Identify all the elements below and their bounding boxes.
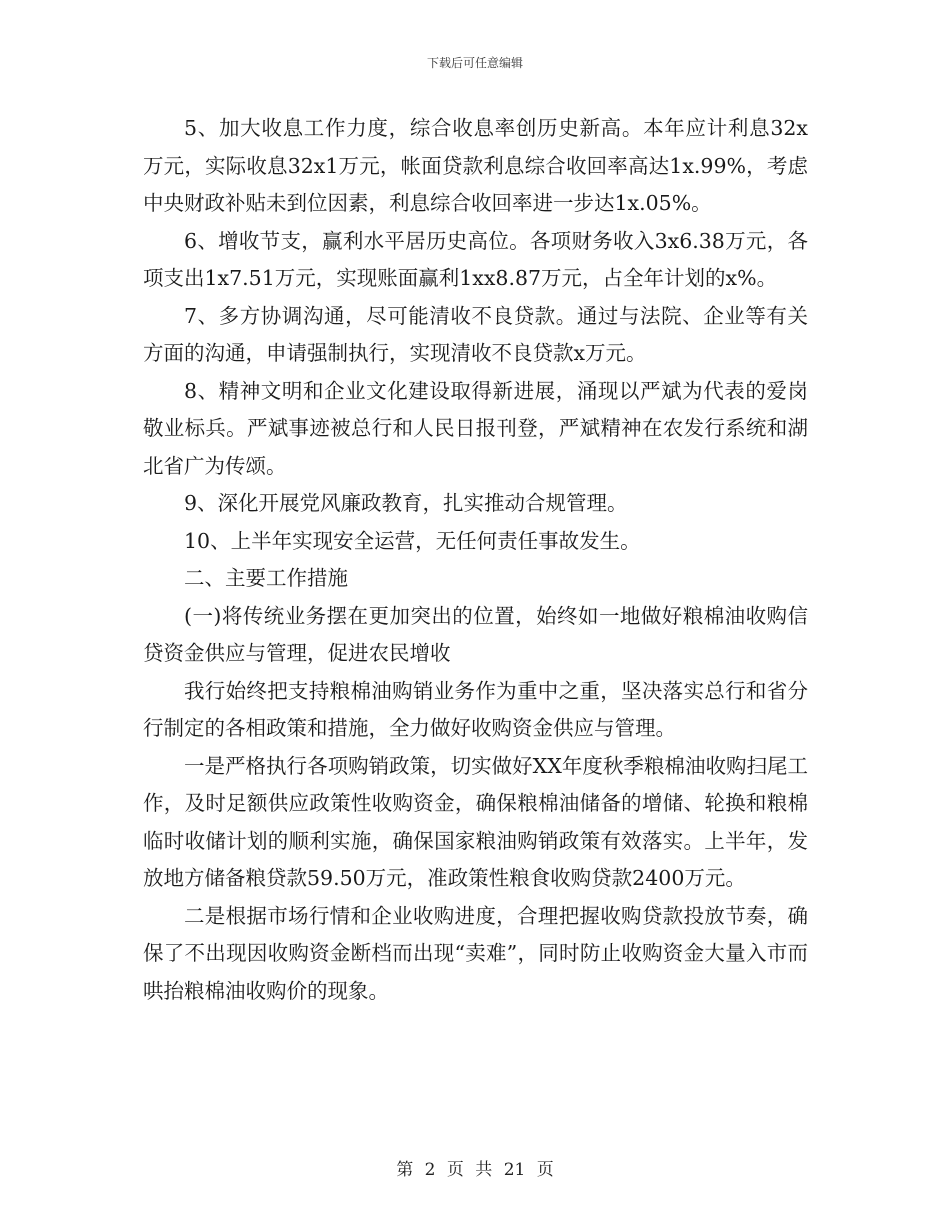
document-body	[143, 110, 808, 1010]
page-header-note: 下载后可任意编辑	[426, 56, 523, 70]
paragraph-point-two: 二是根据市场行情和企业收购进度，合理把握收购贷款投放节奏，确保了不出现因收购资金断档而出现“卖难”，同时防止收购资金大量入市而哄抬粮棉油收购价的现象。	[143, 903, 808, 1003]
paragraph-item-6: 6、增收节支，赢利水平居历史高位。各项财务收入3x6.38万元，各项支出1x7.51万元，实现账面赢利1xx8.87万元，占全年计划的x%。	[143, 228, 808, 290]
paragraph-item-10: 10、上半年实现安全运营，无任何责任事故发生。	[184, 528, 641, 553]
paragraph-item-8: 8、精神文明和企业文化建设取得新进展，涌现以严斌为代表的爱岗敬业标兵。严斌事迹被总行和人民日报刊登，严斌精神在农发行系统和湖北省广为传颂。	[143, 378, 808, 478]
section-heading-main-measures: 二、主要工作措施	[184, 566, 348, 590]
paragraph-intro: 我行始终把支持粮棉油购销业务作为重中之重，坚决落实总行和省分行制定的各相政策和措施，全力做好收购资金供应与管理。	[143, 678, 808, 740]
paragraph-item-9: 9、深化开展党风廉政教育，扎实推动合规管理。	[184, 491, 628, 515]
subsection-heading-1: (一)将传统业务摆在更加突出的位置，始终如一地做好粮棉油收购信贷资金供应与管理，促进农民增收	[143, 603, 808, 665]
paragraph-item-7: 7、多方协调沟通，尽可能清收不良贷款。通过与法院、企业等有关方面的沟通，申请强制执行，实现清收不良贷款x万元。	[143, 303, 808, 365]
paragraph-item-5: 5、加大收息工作力度，综合收息率创历史新高。本年应计利息32x万元，实际收息32x1万元，帐面贷款利息综合收回率高达1x.99%，考虑中央财政补贴未到位因素，利息综合收回率进一步达1x.05%。	[143, 116, 808, 215]
paragraph-point-one: 一是严格执行各项购销政策，切实做好XX年度秋季粮棉油收购扫尾工作，及时足额供应政策性收购资金，确保粮棉油储备的增储、轮换和粮棉临时收储计划的顺利实施，确保国家粮油购销政策有效落实。上半年，发放地方储备粮贷款59.50万元，准政策性粮食收购贷款2400万元。	[143, 753, 808, 890]
page-number-footer: 第 2 页 共 21 页	[396, 1160, 554, 1180]
